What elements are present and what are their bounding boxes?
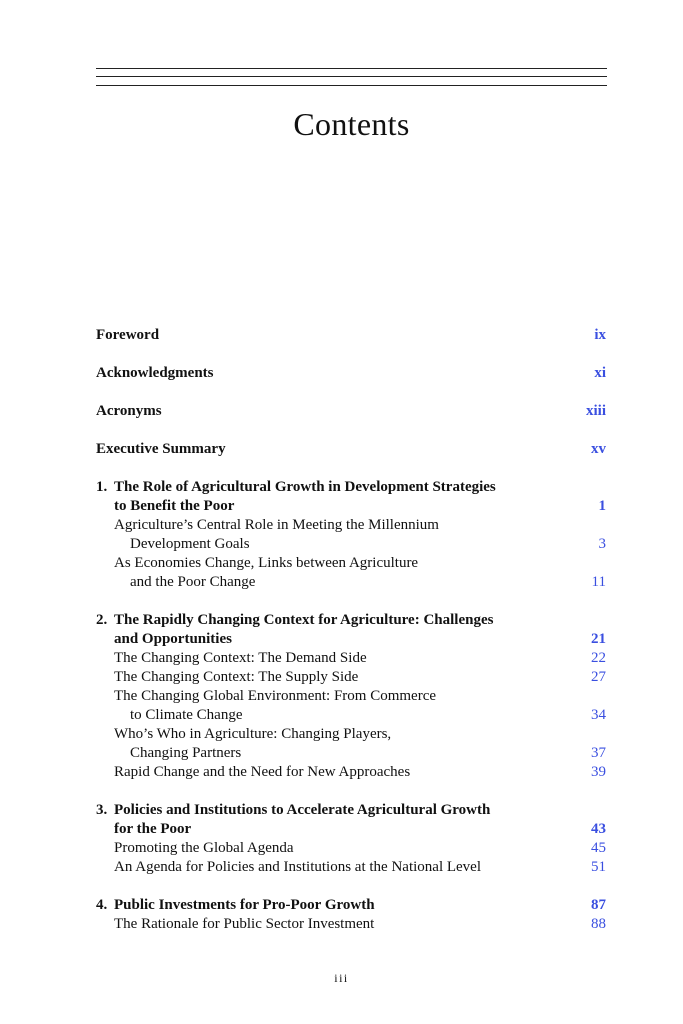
top-rule-2 [96,76,607,77]
page-number-link[interactable]: xiii [585,403,606,419]
section-title: and the Poor Change [130,574,256,590]
section-entry[interactable] [96,744,606,763]
toc-entry-acronyms[interactable] [96,402,606,421]
chapter-title: to Benefit the Poor [114,498,235,514]
entry-title: Foreword [96,327,160,343]
section-title: Promoting the Global Agenda [114,840,294,856]
chapter-title: The Rapidly Changing Context for Agriculture: Challenges [114,612,494,628]
page-number-link[interactable]: 45 [591,840,606,856]
section-title: An Agenda for Policies and Institutions at the National Level [114,859,482,875]
page-folio: iii [334,971,349,985]
page-number-link[interactable]: 88 [591,916,606,932]
page-number-link[interactable]: 34 [591,707,606,723]
section-entry[interactable] [96,763,606,782]
page-number-link[interactable]: 87 [591,897,606,913]
page-number-link[interactable]: 51 [591,859,606,875]
page-number-link[interactable]: 22 [591,650,606,666]
page-number-link[interactable]: ix [594,327,606,343]
page-number-link[interactable]: 39 [591,764,606,780]
section-title: The Changing Context: The Supply Side [114,669,359,685]
chapter-number: 1. [96,479,108,495]
chapter-1-title-line1[interactable] [96,478,606,497]
entry-title: Acronyms [96,403,162,419]
section-entry[interactable] [96,649,606,668]
toc-entry-executive-summary[interactable] [96,440,606,459]
chapter-3-title-line2[interactable] [96,820,606,839]
entry-title: Acknowledgments [96,365,214,381]
chapter-number: 3. [96,802,108,818]
section-entry[interactable] [96,706,606,725]
page-number-link[interactable]: 3 [598,536,606,552]
chapter-number: 2. [96,612,108,628]
page-number-link[interactable]: xv [591,441,606,457]
toc-entry-foreword[interactable] [96,326,606,345]
chapter-title: The Role of Agricultural Growth in Development Strategies [114,479,496,495]
toc-entry-acknowledgments[interactable] [96,364,606,383]
section-entry[interactable] [96,839,606,858]
section-entry[interactable] [96,687,606,706]
chapter-4-title-line1[interactable] [96,896,606,915]
page-number-link[interactable]: 21 [591,631,606,647]
page-number-link[interactable]: xi [594,365,606,381]
entry-title: Executive Summary [96,441,226,457]
section-title: The Changing Global Environment: From Commerce [114,688,437,704]
section-entry[interactable] [96,516,606,535]
chapter-1-title-line2[interactable] [96,497,606,516]
section-entry[interactable] [96,573,606,592]
section-title: Agriculture’s Central Role in Meeting the Millennium [114,517,439,533]
section-entry[interactable] [96,915,606,934]
chapter-number: 4. [96,897,108,913]
section-entry[interactable] [96,554,606,573]
page-number-link[interactable]: 1 [598,498,606,514]
chapter-title: for the Poor [114,821,192,837]
section-title: The Rationale for Public Sector Investment [114,916,375,932]
chapter-title: Policies and Institutions to Accelerate Agricultural Growth [114,802,491,818]
page-number-link[interactable]: 27 [591,669,606,685]
page-number-link[interactable]: 11 [591,574,606,590]
section-entry[interactable] [96,725,606,744]
section-title: As Economies Change, Links between Agriculture [114,555,419,571]
section-title: to Climate Change [130,707,243,723]
section-entry[interactable] [96,668,606,687]
chapter-3-title-line1[interactable] [96,801,606,820]
section-entry[interactable] [96,858,606,877]
top-rule-1 [96,68,607,69]
chapter-title: and Opportunities [114,631,232,647]
section-title: Changing Partners [130,745,242,761]
page-title: Contents [293,106,410,142]
section-title: Who’s Who in Agriculture: Changing Players, [114,726,392,742]
page-number-link[interactable]: 37 [591,745,606,761]
section-title: The Changing Context: The Demand Side [114,650,367,666]
section-title: Development Goals [130,536,250,552]
chapter-title: Public Investments for Pro-Poor Growth [114,897,375,913]
chapter-2-title-line2[interactable] [96,630,606,649]
chapter-2-title-line1[interactable] [96,611,606,630]
section-title: Rapid Change and the Need for New Approaches [114,764,411,780]
page-number-link[interactable]: 43 [591,821,606,837]
section-entry[interactable] [96,535,606,554]
top-rule-3 [96,85,607,86]
